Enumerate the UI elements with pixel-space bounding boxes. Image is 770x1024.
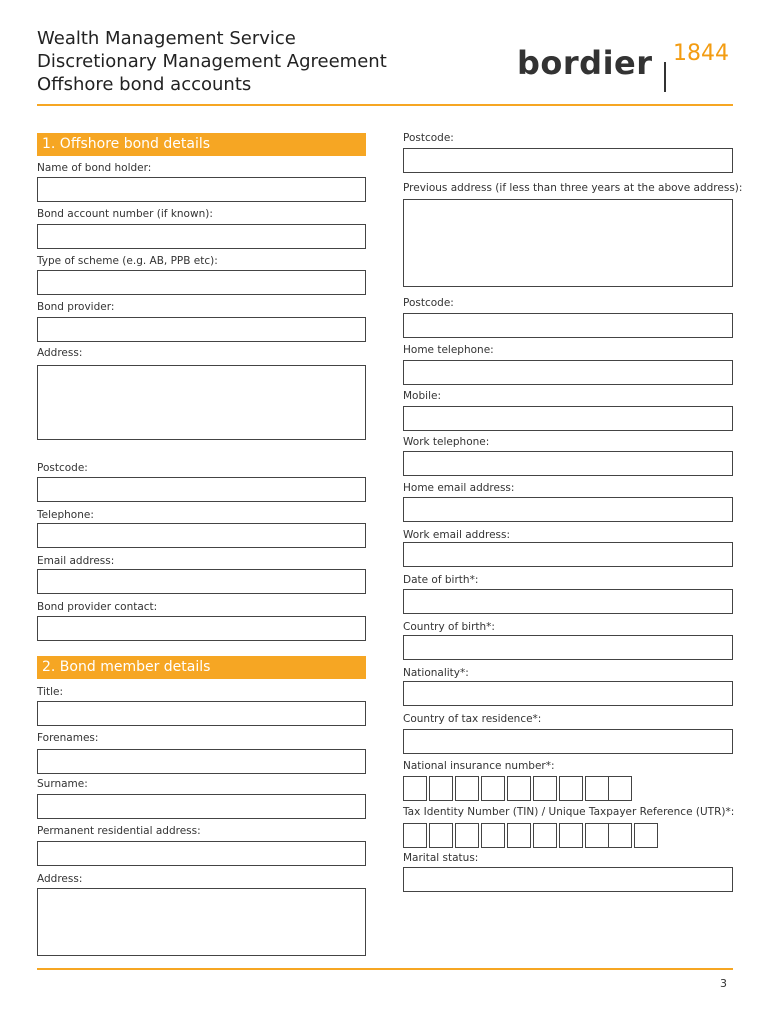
- label-postcode-1: Postcode:: [403, 132, 454, 144]
- bordier-logo: [517, 41, 729, 82]
- logo-divider: [664, 62, 666, 92]
- label-provider-address: Address:: [37, 347, 83, 359]
- ni-digit-box[interactable]: [481, 776, 505, 801]
- ni-digit-box[interactable]: [455, 776, 479, 801]
- postcode-2-field[interactable]: [403, 313, 733, 338]
- member-address-field[interactable]: [37, 888, 366, 956]
- section-2-heading: 2. Bond member details: [37, 656, 366, 679]
- label-provider-email: Email address:: [37, 555, 115, 567]
- label-tin-utr: Tax Identity Number (TIN) / Unique Taxpayer Reference (UTR)*:: [403, 806, 735, 818]
- country-of-tax-residence-field[interactable]: [403, 729, 733, 754]
- label-provider-telephone: Telephone:: [37, 509, 94, 521]
- label-postcode-2: Postcode:: [403, 297, 454, 309]
- header-rule: [37, 104, 733, 106]
- page-number: 3: [720, 977, 727, 990]
- label-mobile: Mobile:: [403, 390, 441, 402]
- title-field[interactable]: [37, 701, 366, 726]
- ni-digit-box[interactable]: [585, 776, 609, 801]
- forenames-field[interactable]: [37, 749, 366, 774]
- tin-digit-box[interactable]: [634, 823, 658, 848]
- provider-address-field[interactable]: [37, 365, 366, 440]
- tin-digit-box[interactable]: [429, 823, 453, 848]
- date-of-birth-field[interactable]: [403, 589, 733, 614]
- ni-digit-box[interactable]: [608, 776, 632, 801]
- title-line-1: Wealth Management Service: [37, 28, 296, 49]
- title-line-2: Discretionary Management Agreement: [37, 51, 387, 72]
- label-permanent-address: Permanent residential address:: [37, 825, 201, 837]
- label-surname: Surname:: [37, 778, 88, 790]
- label-date-of-birth: Date of birth*:: [403, 574, 479, 586]
- label-forenames: Forenames:: [37, 732, 99, 744]
- label-member-address: Address:: [37, 873, 83, 885]
- label-marital-status: Marital status:: [403, 852, 479, 864]
- label-national-insurance-number: National insurance number*:: [403, 760, 555, 772]
- permanent-address-field[interactable]: [37, 841, 366, 866]
- home-telephone-field[interactable]: [403, 360, 733, 385]
- tin-digit-box[interactable]: [507, 823, 531, 848]
- label-home-email: Home email address:: [403, 482, 515, 494]
- postcode-1-field[interactable]: [403, 148, 733, 173]
- tin-digit-box[interactable]: [559, 823, 583, 848]
- label-nationality: Nationality*:: [403, 667, 469, 679]
- mobile-field[interactable]: [403, 406, 733, 431]
- label-bond-provider: Bond provider:: [37, 301, 115, 313]
- marital-status-field[interactable]: [403, 867, 733, 892]
- ni-digit-box[interactable]: [403, 776, 427, 801]
- ni-digit-box[interactable]: [429, 776, 453, 801]
- tin-digit-box[interactable]: [608, 823, 632, 848]
- title-line-3: Offshore bond accounts: [37, 74, 252, 95]
- work-email-field[interactable]: [403, 542, 733, 567]
- label-work-email: Work email address:: [403, 529, 511, 541]
- provider-email-field[interactable]: [37, 569, 366, 594]
- provider-postcode-field[interactable]: [37, 477, 366, 502]
- label-bond-provider-contact: Bond provider contact:: [37, 601, 158, 613]
- tin-digit-box[interactable]: [585, 823, 609, 848]
- home-email-field[interactable]: [403, 497, 733, 522]
- label-title: Title:: [37, 686, 64, 698]
- label-country-of-birth: Country of birth*:: [403, 621, 495, 633]
- label-type-of-scheme: Type of scheme (e.g. AB, PPB etc):: [37, 255, 218, 267]
- tin-digit-box[interactable]: [481, 823, 505, 848]
- previous-address-field[interactable]: [403, 199, 733, 287]
- document-title: [37, 27, 387, 96]
- label-previous-address: Previous address (if less than three years at the above address):: [403, 182, 743, 194]
- ni-digit-box[interactable]: [533, 776, 557, 801]
- work-telephone-field[interactable]: [403, 451, 733, 476]
- logo-year: 1844: [673, 41, 729, 66]
- label-country-of-tax-residence: Country of tax residence*:: [403, 713, 542, 725]
- bond-provider-field[interactable]: [37, 317, 366, 342]
- name-of-bond-holder-field[interactable]: [37, 177, 366, 202]
- label-work-telephone: Work telephone:: [403, 436, 490, 448]
- label-home-telephone: Home telephone:: [403, 344, 494, 356]
- section-1-heading: 1. Offshore bond details: [37, 133, 366, 156]
- label-provider-postcode: Postcode:: [37, 462, 88, 474]
- nationality-field[interactable]: [403, 681, 733, 706]
- label-bond-account-number: Bond account number (if known):: [37, 208, 213, 220]
- type-of-scheme-field[interactable]: [37, 270, 366, 295]
- tin-digit-box[interactable]: [533, 823, 557, 848]
- country-of-birth-field[interactable]: [403, 635, 733, 660]
- ni-digit-box[interactable]: [507, 776, 531, 801]
- provider-telephone-field[interactable]: [37, 523, 366, 548]
- footer-rule: [37, 968, 733, 970]
- logo-word: bordier: [517, 44, 653, 82]
- surname-field[interactable]: [37, 794, 366, 819]
- label-name-of-bond-holder: Name of bond holder:: [37, 162, 152, 174]
- bond-account-number-field[interactable]: [37, 224, 366, 249]
- tin-digit-box[interactable]: [455, 823, 479, 848]
- tin-digit-box[interactable]: [403, 823, 427, 848]
- ni-digit-box[interactable]: [559, 776, 583, 801]
- bond-provider-contact-field[interactable]: [37, 616, 366, 641]
